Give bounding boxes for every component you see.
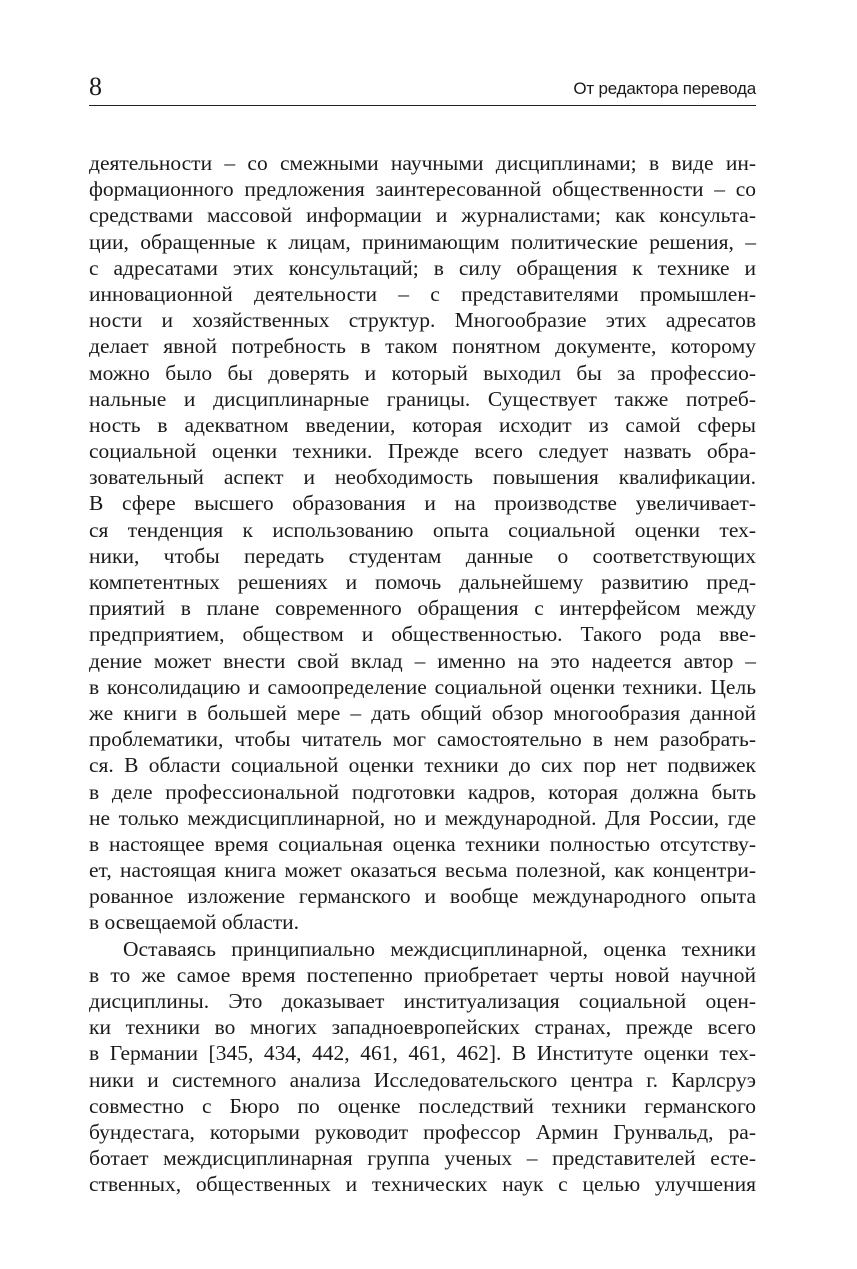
text-line: ции, обращенные к лицам, принимающим политические решения, – — [89, 229, 756, 254]
text-line: дение может внести свой вклад – именно на это надеется автор – — [89, 648, 756, 673]
text-line: ственных, общественных и технических наук с целью улучшения — [89, 1172, 756, 1197]
text-line: в настоящее время социальная оценка техники полностью отсутству- — [89, 831, 756, 856]
text-line: в деле профессиональной подготовки кадров, которая должна быть — [89, 779, 756, 804]
text-line: в Германии [345, 434, 442, 461, 461, 462]. В Институте оценки тех- — [89, 1041, 756, 1066]
text-line: ки техники во многих западноевропейских странах, прежде всего — [89, 1015, 756, 1040]
text-line: инновационной деятельности – с представителями промышлен- — [89, 281, 756, 306]
text-line: формационного предложения заинтересованной общественности – со — [89, 177, 756, 202]
text-line: ность в адекватном введении, которая исходит из самой сферы — [89, 412, 756, 437]
text-line: ся тенденция к использованию опыта социальной оценки тех- — [89, 517, 756, 542]
text-line: ет, настоящая книга может оказаться весьма полезной, как концентри- — [89, 858, 756, 883]
text-line: рованное изложение германского и вообще международного опыта — [89, 884, 756, 909]
text-line: ники, чтобы передать студентам данные о соответствующих — [89, 543, 756, 568]
text-line: же книги в большей мере – дать общий обзор многообразия данной — [89, 700, 756, 725]
text-line: делает явной потребность в таком понятном документе, которому — [89, 334, 756, 359]
body-text — [89, 150, 756, 1198]
text-line: зовательный аспект и необходимость повышения квалификации. — [89, 465, 756, 490]
running-title: От редактора перевода — [573, 79, 756, 98]
text-line: компетентных решениях и помочь дальнейшему развитию пред- — [89, 570, 756, 594]
text-line: предприятием, обществом и общественностью. Такого рода вве- — [89, 622, 756, 647]
text-line: ности и хозяйственных структур. Многообразие этих адресатов — [89, 308, 756, 333]
text-line: нальные и дисциплинарные границы. Существует также потреб- — [89, 386, 756, 411]
paragraph-end-line: в освещаемой области. — [89, 910, 300, 935]
text-line: можно было бы доверять и который выходил бы за профессио- — [89, 360, 756, 385]
text-line: в то же самое время постепенно приобретает черты новой научной — [89, 962, 756, 987]
text-line: проблематики, чтобы читатель мог самостоятельно в нем разобрать- — [89, 727, 756, 752]
text-line: деятельности – со смежными научными дисциплинами; в виде ин- — [89, 151, 756, 175]
text-line: средствами массовой информации и журналистами; как консульта- — [89, 203, 756, 228]
text-line: приятий в плане современного обращения с интерфейсом между — [89, 596, 756, 621]
text-line: с адресатами этих консультаций; в силу обращения к технике и — [89, 255, 756, 280]
text-line: бундестага, которыми руководит профессор Армин Грунвальд, ра- — [89, 1119, 756, 1144]
text-line: не только междисциплинарной, но и международной. Для России, где — [89, 805, 756, 830]
header-rule — [89, 105, 756, 106]
text-line: дисциплины. Это доказывает институализация социальной оцен- — [89, 989, 756, 1013]
text-line: В сфере высшего образования и на производстве увеличивает- — [89, 491, 756, 516]
text-line: в консолидацию и самоопределение социальной оценки техники. Цель — [89, 674, 756, 699]
text-line: совместно с Бюро по оценке последствий техники германского — [89, 1093, 756, 1118]
paragraph-first-line: Оставаясь принципиально междисциплинарной, оценка техники — [123, 936, 756, 961]
page-number: 8 — [89, 72, 102, 101]
text-line: социальной оценки техники. Прежде всего следует назвать обра- — [89, 439, 756, 464]
text-line: ботает междисциплинарная группа ученых – представителей есте- — [89, 1146, 756, 1171]
text-line: ники и системного анализа Исследовательского центра г. Карлсруэ — [89, 1067, 756, 1092]
text-line: ся. В области социальной оценки техники до сих пор нет подвижек — [89, 753, 756, 778]
